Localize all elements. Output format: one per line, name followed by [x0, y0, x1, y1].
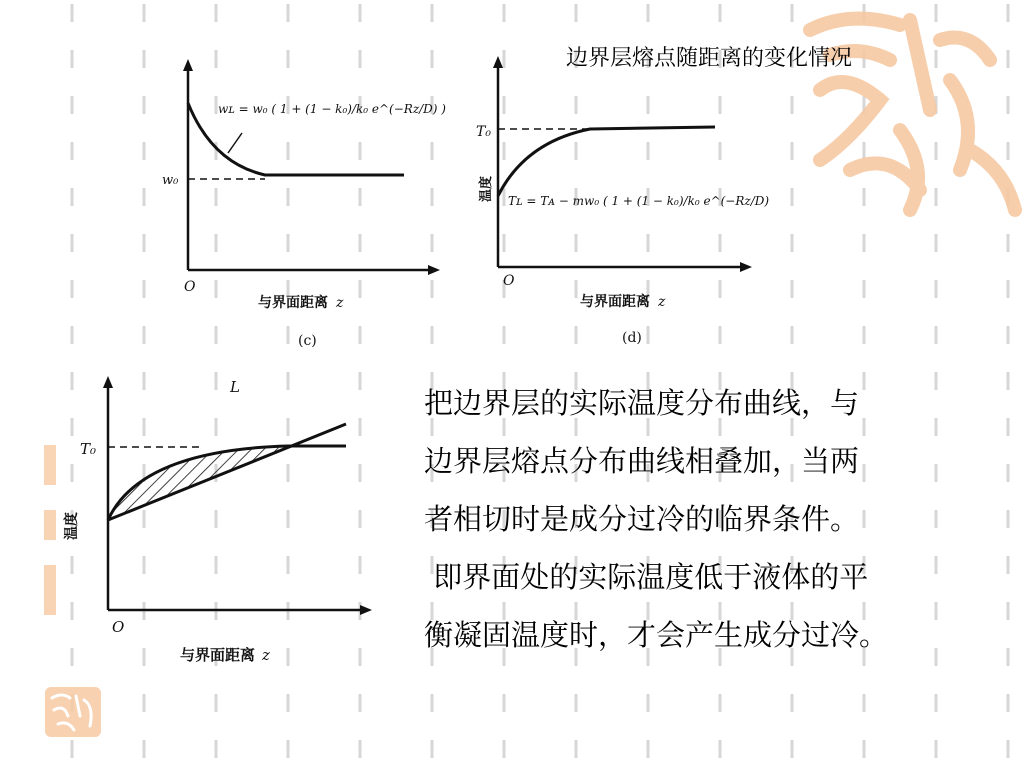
x-axis-label: 与界面距离: [180, 646, 256, 664]
actual-temperature-line: [108, 424, 346, 520]
t0-label: T₀: [80, 440, 97, 458]
x-axis-var: z: [658, 294, 666, 310]
description-text: [424, 374, 984, 664]
w0-label: w₀: [162, 173, 179, 188]
liquidus-temperature-curve: [498, 127, 715, 196]
x-axis-label: 与界面距离: [258, 295, 328, 311]
description-line-3: 者相切时是成分过冷的临界条件。: [424, 502, 860, 536]
origin-label: O: [184, 279, 196, 295]
overlay-title: L: [230, 378, 240, 396]
x-axis-arrow: [740, 262, 752, 272]
y-axis-arrow: [103, 376, 113, 388]
y-axis-label: 温度: [64, 512, 80, 540]
x-axis-arrow: [428, 265, 440, 275]
t0-label: T₀: [476, 124, 491, 140]
equation-text: wʟ = w₀ ( 1 + (1 − k₀)/k₀ e^(−Rz/D) ): [218, 102, 446, 116]
y-axis-label: 温度: [479, 175, 494, 202]
slide-title: 边界层熔点随距离的变化情况: [566, 46, 853, 71]
equation-pointer: [228, 133, 242, 153]
x-axis-var: z: [336, 295, 344, 311]
seal-small-logo: [44, 686, 102, 738]
caption-c: (c): [298, 333, 317, 349]
description-line-2: 边界层熔点分布曲线相叠加，当两: [424, 444, 860, 478]
x-axis-label: 与界面距离: [580, 294, 650, 310]
y-axis-arrow: [493, 56, 503, 68]
x-axis-arrow: [360, 605, 372, 615]
description-line-4: 即界面处的实际温度低于液体的平: [424, 560, 869, 594]
description-line-5: 衡凝固温度时，才会产生成分过冷。: [424, 618, 889, 652]
diagram-d: [470, 50, 770, 350]
equation-text: Tʟ = Tᴀ − mw₀ ( 1 + (1 − k₀)/k₀ e^(−Rz/D) ): [508, 194, 770, 208]
description-line-1: 把边界层的实际温度分布曲线，与: [424, 386, 860, 420]
origin-label: O: [112, 618, 125, 636]
caption-d: (d): [622, 330, 642, 346]
diagram-c: [150, 55, 450, 355]
origin-label: O: [503, 273, 515, 289]
diagram-overlay: [50, 370, 390, 670]
calligraphy-seal-logo: [790, 0, 1024, 230]
y-axis-arrow: [183, 59, 193, 71]
x-axis-var: z: [262, 646, 270, 664]
